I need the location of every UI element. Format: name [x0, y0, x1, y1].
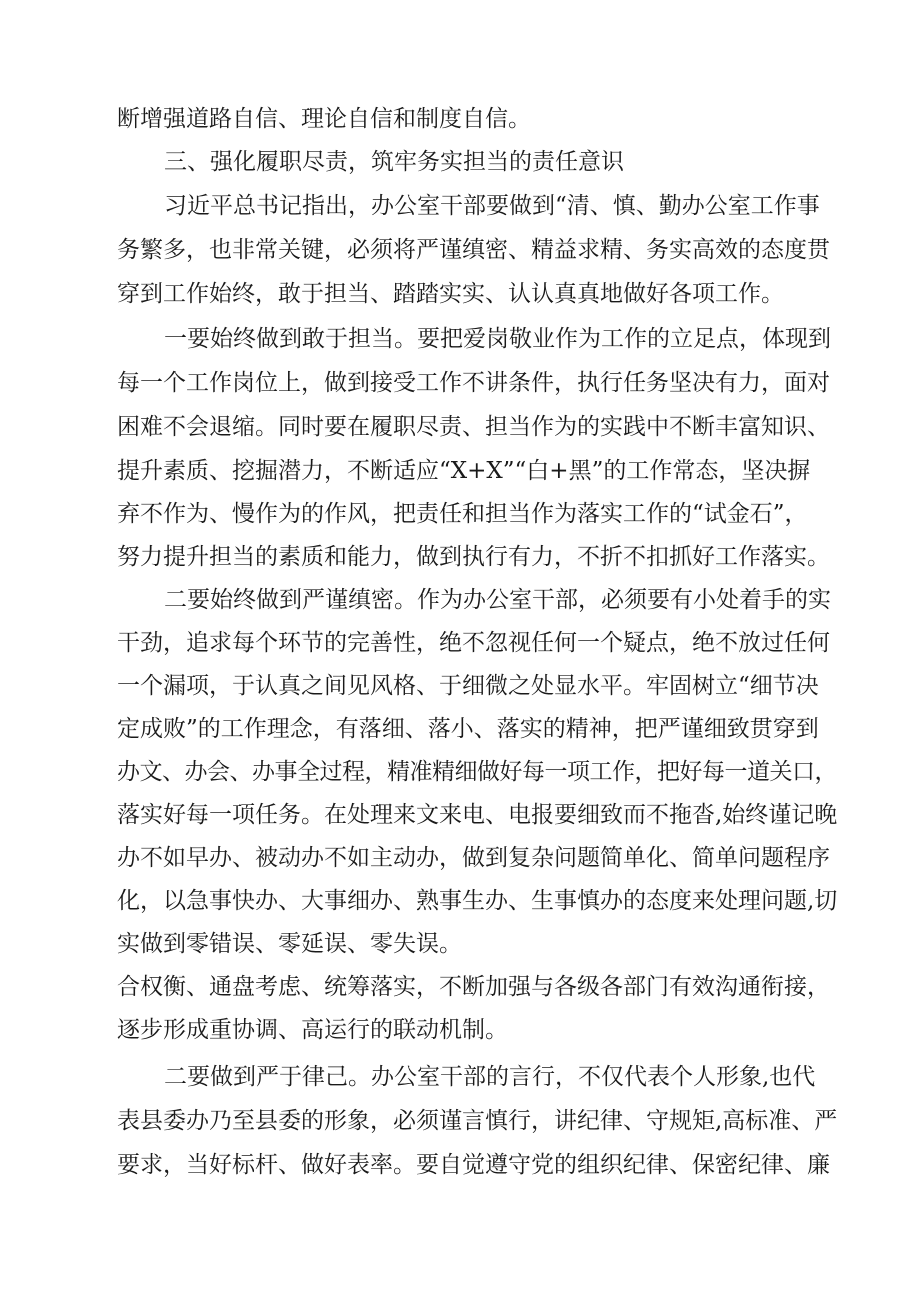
text-line: 每一个工作岗位上，做到接受工作不讲条件，执行任务坚决有力，面对 — [117, 370, 830, 396]
text-line: 落实好每一项任务。在处理来文来电、电报要细致而不拖沓,始终谨记晚 — [117, 802, 838, 828]
text-line: 合权衡、通盘考虑、统筹落实，不断加强与各级各部门有效沟通衔接， — [117, 974, 830, 1000]
text-line: 困难不会退缩。同时要在履职尽责、担当作为的实践中不断丰富知识、 — [117, 414, 830, 440]
text-line: 干劲，追求每个环节的完善性，绝不忽视任何一个疑点，绝不放过任何 — [117, 630, 830, 656]
text-line: 化，以急事快办、大事细办、熟事生办、生事慎办的态度来处理问题,切 — [117, 888, 838, 914]
text-line: 一要始终做到敢于担当。要把爱岗敬业作为工作的立足点，体现到 — [164, 326, 831, 352]
text-line: 务繁多，也非常关键，必须将严谨缜密、精益求精、务实高效的态度贯 — [117, 237, 830, 263]
text-line: 表县委办乃至县委的形象，必须谨言慎行，讲纪律、守规矩,高标准、严 — [117, 1108, 838, 1134]
text-line: 定成败”的工作理念，有落细、落小、落实的精神，把严谨细致贯穿到 — [117, 716, 819, 742]
text-line: 穿到工作始终，敢于担当、踏踏实实、认认真真地做好各项工作。 — [117, 281, 784, 307]
text-line: 二要做到严于律己。办公室干部的言行，不仅代表个人形象,也代 — [164, 1064, 816, 1090]
text-line: 弃不作为、慢作为的作风，把责任和担当作为落实工作的“试金石”， — [117, 501, 808, 527]
text-line: 办文、办会、办事全过程，精准精细做好每一项工作，把好每一道关口， — [117, 759, 837, 785]
text-line: 断增强道路自信、理论自信和制度自信。 — [117, 106, 531, 132]
text-line: 习近平总书记指出，办公室干部要做到“清、慎、勤办公室工作事 — [164, 193, 820, 219]
text-line: 提升素质、挖掘潜力，不断适应“X+X”“白+黑”的工作常态，坚决摒 — [117, 458, 811, 484]
section-heading: 三、强化履职尽责，筑牢务实担当的责任意识 — [164, 149, 624, 175]
text-line: 逐步形成重协调、高运行的联动机制。 — [117, 1017, 508, 1043]
text-line: 要求，当好标杆、做好表率。要自觉遵守党的组织纪律、保密纪律、廉 — [117, 1152, 830, 1178]
text-line: 二要始终做到严谨缜密。作为办公室干部，必须要有小处着手的实 — [164, 587, 831, 613]
text-line: 实做到零错误、零延误、零失误。 — [117, 931, 462, 957]
text-line: 努力提升担当的素质和能力，做到执行有力，不折不扣抓好工作落实。 — [117, 544, 830, 570]
text-line: 办不如早办、被动办不如主动办，做到复杂问题简单化、简单问题程序 — [117, 845, 830, 871]
text-line: 一个漏项，于认真之间见风格、于细微之处显水平。牢固树立“细节决 — [117, 673, 819, 699]
